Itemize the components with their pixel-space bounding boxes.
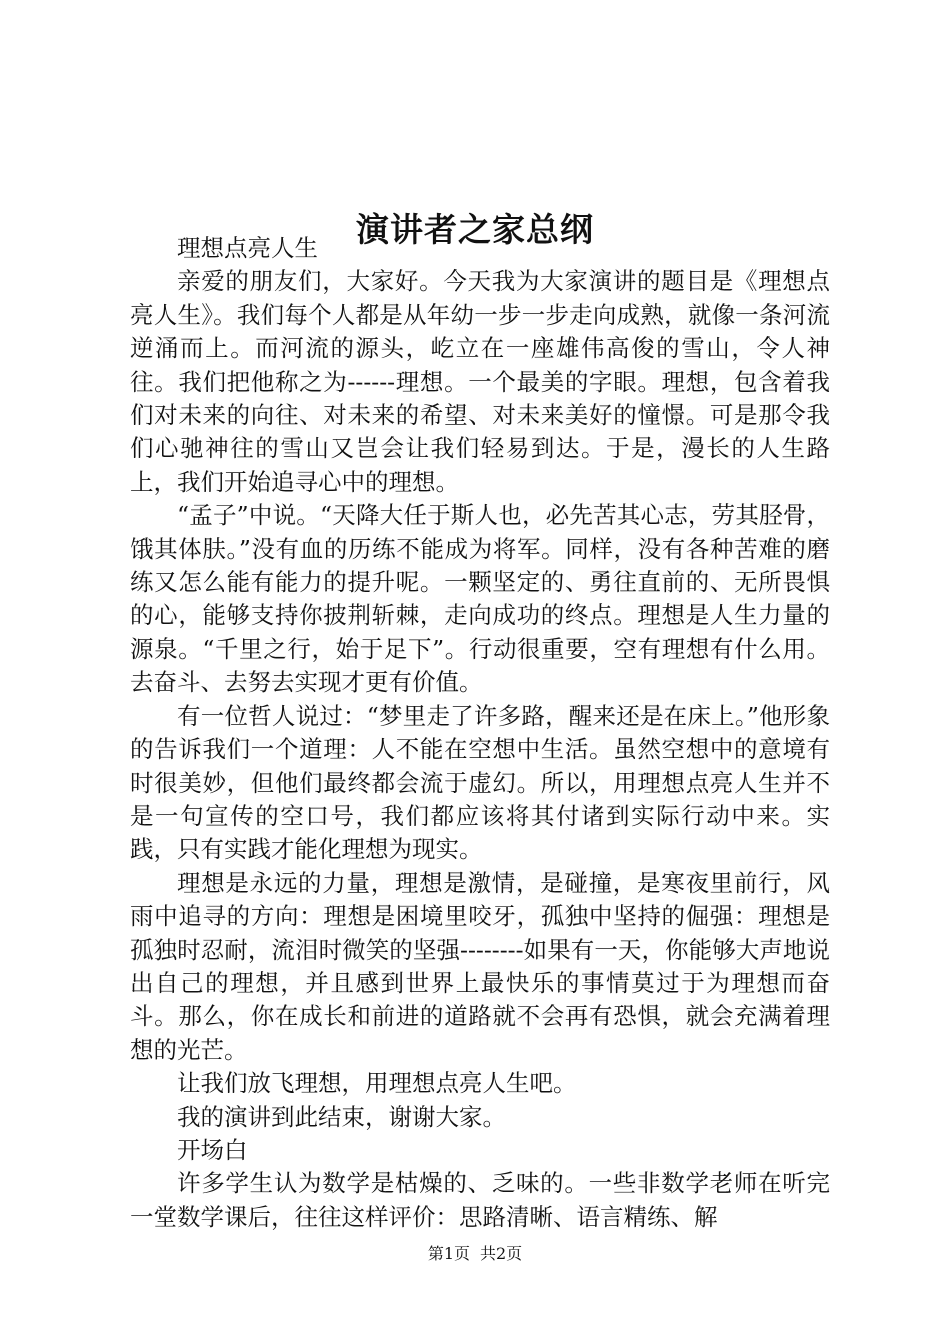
document-body [130,232,830,1234]
page-title: 演讲者之家总纲 [356,210,594,250]
section-heading: 理想点亮人生 [177,234,318,262]
page-total: 共2页 [480,1244,523,1263]
paragraph: 许多学生认为数学是枯燥的、乏味的。一些非数学老师在听完一堂数学课后，往往这样评价：思路清晰、语言精练、解 [130,1169,830,1231]
section-heading: 开场白 [177,1135,248,1164]
paragraph: 让我们放飞理想，用理想点亮人生吧。 [177,1069,577,1098]
paragraph: 亲爱的朋友们，大家好。今天我为大家演讲的题目是《理想点亮人生》。我们每个人都是从年幼一步一步走向成熟，就像一条河流逆涌而上。而河流的源头，屹立在一座雄伟高俊的雪山，令人神往。我们把他称之为------理想。一个最美的字眼。理想，包含着我们对未来的向往、对未来的希望、对未来美好的憧憬。可是那令我们心驰神往的雪山又岂会让我们轻易到达。于是，漫长的人生路上，我们开始追寻心中的理想。 [130,267,830,496]
paragraph: “孟子”中说。“天降大任于斯人也，必先苦其心志，劳其胫骨，饿其体肤。”没有血的历练不能成为将军。同样，没有各种苦难的磨练又怎么能有能力的提升呢。一颗坚定的、勇往直前的、无所畏惧的心，能够支持你披荆斩棘，走向成功的终点。理想是人生力量的源泉。“千里之行，始于足下”。行动很重要，空有理想有什么用。去奋斗、去努去实现才更有价值。 [130,501,830,697]
page-footer [0,1243,950,1265]
paragraph: 我的演讲到此结束，谢谢大家。 [177,1102,506,1131]
page-number: 第1页 [427,1244,470,1263]
paragraph: 理想是永远的力量，理想是激情，是碰撞，是寒夜里前行，风雨中追寻的方向：理想是困境里咬牙，孤独中坚持的倔强：理想是孤独时忍耐，流泪时微笑的坚强--------如果有一天，你能够大声地说出自己的理想，并且感到世界上最快乐的事情莫过于为理想而奋斗。那么，你在成长和前进的道路就不会再有恐惧，就会充满着理想的光芒。 [130,868,830,1064]
paragraph: 有一位哲人说过：“梦里走了许多路，醒来还是在床上。”他形象的告诉我们一个道理：人不能在空想中生活。虽然空想中的意境有时很美妙，但他们最终都会流于虚幻。所以，用理想点亮人生并不是一句宣传的空口号，我们都应该将其付诸到实际行动中来。实践，只有实践才能化理想为现实。 [130,701,830,864]
